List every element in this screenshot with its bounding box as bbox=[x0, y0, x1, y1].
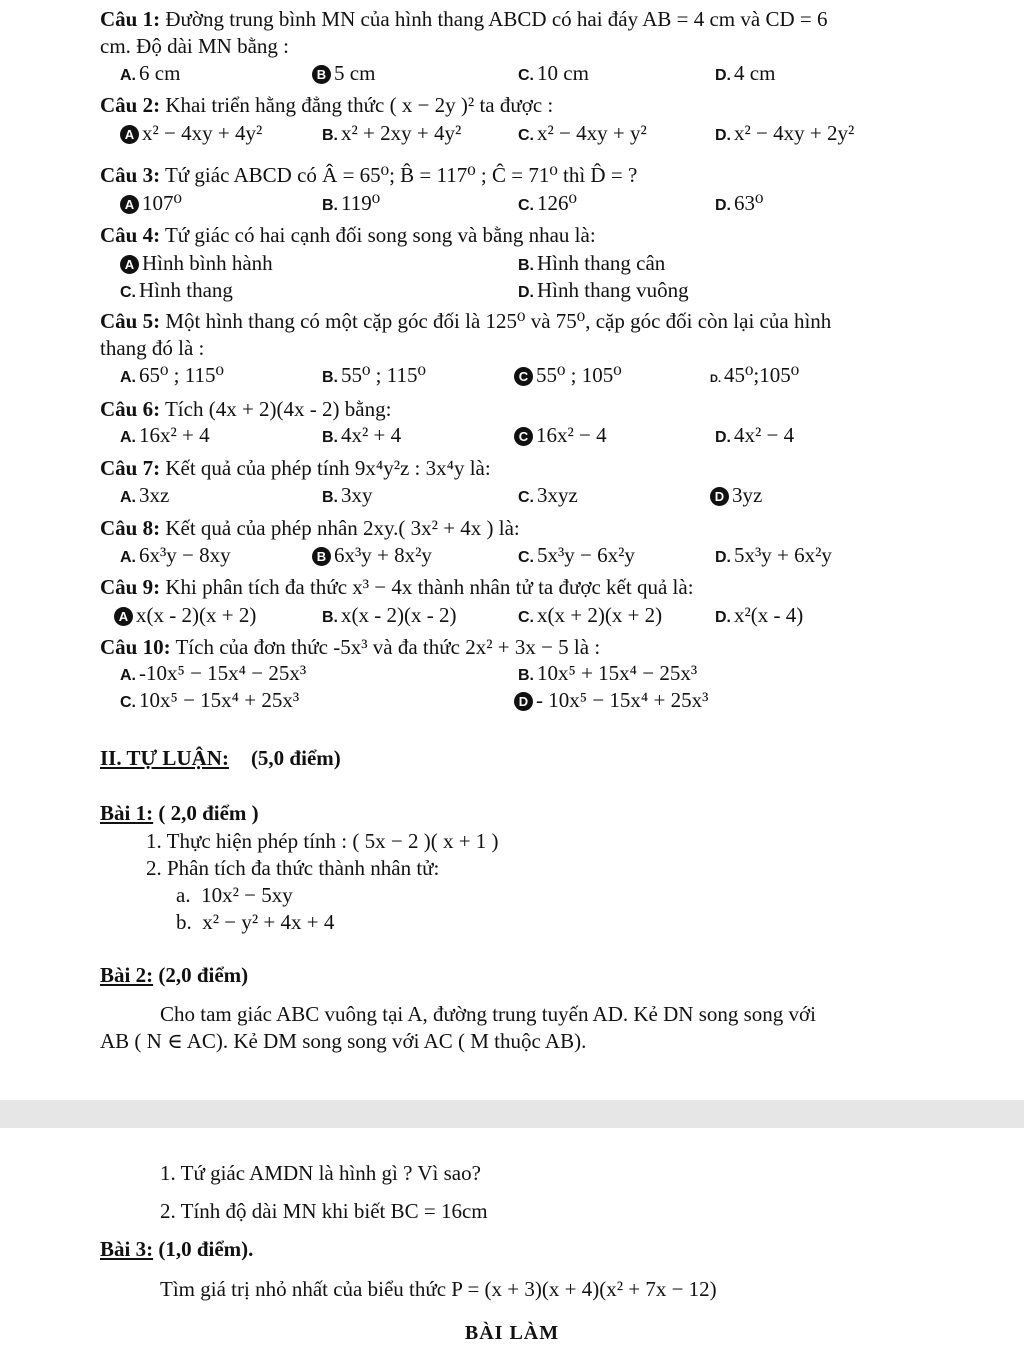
marked-circle-icon: A bbox=[114, 607, 133, 626]
bai1-sub-a: a. 10x² − 5xy bbox=[176, 883, 293, 907]
q6-option-b: B. 4x² + 4 bbox=[322, 423, 402, 447]
q4-option-a: A Hình bình hành bbox=[120, 250, 273, 276]
bai1-title: Bài 1: ( 2,0 điểm ) bbox=[100, 801, 259, 825]
bai-lam-heading: BÀI LÀM bbox=[464, 1322, 560, 1344]
q2-option-b: B. x² + 2xy + 4y² bbox=[322, 121, 462, 145]
q7-option-a: A. 3xz bbox=[120, 483, 170, 507]
q7-option-b: B. 3xy bbox=[322, 483, 373, 507]
bai2-item2: 2. Tính độ dài MN khi biết BC = 16cm bbox=[160, 1199, 488, 1223]
q3-text: Câu 3: Tứ giác ABCD có Â = 65⁰; B̂ = 117⁰ ; Ĉ = 71⁰ thì D̂ = ? bbox=[100, 163, 638, 187]
marked-circle-icon: B bbox=[312, 547, 331, 566]
marked-circle-icon: D bbox=[514, 692, 533, 711]
q7-option-c: C. 3xyz bbox=[518, 483, 578, 507]
bai2-para-line2: AB ( N ∈ AC). Kẻ DM song song với AC ( M thuộc AB). bbox=[100, 1029, 587, 1053]
q5-option-b: B. 55⁰ ; 115⁰ bbox=[322, 363, 426, 387]
q8-option-d: D. 5x³y + 6x²y bbox=[715, 543, 832, 567]
marked-circle-icon: A bbox=[120, 195, 139, 214]
marked-circle-icon: A bbox=[120, 255, 139, 274]
q8-option-a: A. 6x³y − 8xy bbox=[120, 543, 231, 567]
bai1-sub-b: b. x² − y² + 4x + 4 bbox=[176, 910, 335, 934]
marked-circle-icon: C bbox=[514, 427, 533, 446]
q4-option-b: B. Hình thang cân bbox=[518, 251, 666, 275]
q9-option-d: D. x²(x - 4) bbox=[715, 603, 804, 627]
q3-option-a: A 107⁰ bbox=[120, 190, 182, 216]
q1-option-c: C. 10 cm bbox=[518, 61, 589, 85]
q10-option-a: A. -10x⁵ − 15x⁴ − 25x³ bbox=[120, 661, 307, 685]
bai1-item2: 2. Phân tích đa thức thành nhân tử: bbox=[146, 856, 440, 880]
q1-text-line1: Câu 1: Đường trung bình MN của hình thang ABCD có hai đáy AB = 4 cm và CD = 6 bbox=[100, 7, 828, 31]
q2-text: Câu 2: Khai triển hằng đẳng thức ( x − 2y )² ta được : bbox=[100, 93, 554, 117]
q10-option-d: D - 10x⁵ − 15x⁴ + 25x³ bbox=[514, 687, 708, 713]
q4-option-c: C. Hình thang bbox=[120, 278, 233, 302]
q10-text: Câu 10: Tích của đơn thức -5x³ và đa thức 2x² + 3x − 5 là : bbox=[100, 635, 601, 659]
q6-text: Câu 6: Tích (4x + 2)(4x - 2) bằng: bbox=[100, 397, 392, 421]
q5-text-line2: thang đó là : bbox=[100, 336, 205, 360]
q1-option-a: A. 6 cm bbox=[120, 61, 181, 85]
q9-option-a: A x(x - 2)(x + 2) bbox=[114, 602, 256, 628]
q8-option-c: C. 5x³y − 6x²y bbox=[518, 543, 635, 567]
bai3-text: Tìm giá trị nhỏ nhất của biểu thức P = (x + 3)(x + 4)(x² + 7x − 12) bbox=[160, 1277, 717, 1301]
q3-option-b: B. 119⁰ bbox=[322, 191, 381, 215]
marked-circle-icon: B bbox=[312, 65, 331, 84]
q5-option-d: D. 45⁰;105⁰ bbox=[710, 363, 800, 387]
q7-text: Câu 7: Kết quả của phép tính 9x⁴y²z : 3x⁴y là: bbox=[100, 456, 491, 480]
section2-heading: II. TỰ LUẬN: (5,0 điểm) bbox=[100, 746, 341, 770]
q6-option-d: D. 4x² − 4 bbox=[715, 423, 795, 447]
page-separator bbox=[0, 1100, 1024, 1128]
q2-option-c: C. x² − 4xy + y² bbox=[518, 121, 647, 145]
q8-option-b: B 6x³y + 8x²y bbox=[312, 542, 432, 568]
q1-option-d: D. 4 cm bbox=[715, 61, 776, 85]
bai2-item1: 1. Tứ giác AMDN là hình gì ? Vì sao? bbox=[160, 1161, 481, 1185]
q3-option-d: D. 63⁰ bbox=[715, 191, 764, 215]
marked-circle-icon: C bbox=[514, 367, 533, 386]
bai1-item1: 1. Thực hiện phép tính : ( 5x − 2 )( x + 1 ) bbox=[146, 829, 499, 853]
q7-option-d: D 3yz bbox=[710, 482, 762, 508]
q1-option-b: B 5 cm bbox=[312, 60, 375, 86]
q5-option-a: A. 65⁰ ; 115⁰ bbox=[120, 363, 224, 387]
exam-page-2 bbox=[0, 1128, 1024, 1344]
q6-option-a: A. 16x² + 4 bbox=[120, 423, 210, 447]
q5-text-line1: Câu 5: Một hình thang có một cặp góc đối là 125⁰ và 75⁰, cặp góc đối còn lại của hình bbox=[100, 309, 832, 333]
q10-option-b: B. 10x⁵ + 15x⁴ − 25x³ bbox=[518, 661, 698, 685]
q5-option-c: C 55⁰ ; 105⁰ bbox=[514, 362, 622, 388]
q9-option-c: C. x(x + 2)(x + 2) bbox=[518, 603, 663, 627]
bai3-title: Bài 3: (1,0 điểm). bbox=[100, 1237, 254, 1261]
bai2-title: Bài 2: (2,0 điểm) bbox=[100, 963, 249, 987]
marked-circle-icon: A bbox=[120, 125, 139, 144]
q9-option-b: B. x(x - 2)(x - 2) bbox=[322, 603, 457, 627]
q1-text-line2: cm. Độ dài MN bằng : bbox=[100, 34, 289, 58]
q3-option-c: C. 126⁰ bbox=[518, 191, 577, 215]
q8-text: Câu 8: Kết quả của phép nhân 2xy.( 3x² + 4x ) là: bbox=[100, 516, 520, 540]
q4-option-d: D. Hình thang vuông bbox=[518, 278, 689, 302]
bai2-para-line1: Cho tam giác ABC vuông tại A, đường trung tuyến AD. Kẻ DN song song với bbox=[160, 1002, 816, 1026]
q2-option-a: A x² − 4xy + 4y² bbox=[120, 120, 262, 146]
q4-text: Câu 4: Tứ giác có hai cạnh đối song song và bằng nhau là: bbox=[100, 223, 596, 247]
q9-text: Câu 9: Khi phân tích đa thức x³ − 4x thành nhân tử ta được kết quả là: bbox=[100, 575, 694, 599]
marked-circle-icon: D bbox=[710, 487, 729, 506]
q6-option-c: C 16x² − 4 bbox=[514, 422, 607, 448]
q2-option-d: D. x² − 4xy + 2y² bbox=[715, 121, 855, 145]
q10-option-c: C. 10x⁵ − 15x⁴ + 25x³ bbox=[120, 688, 300, 712]
